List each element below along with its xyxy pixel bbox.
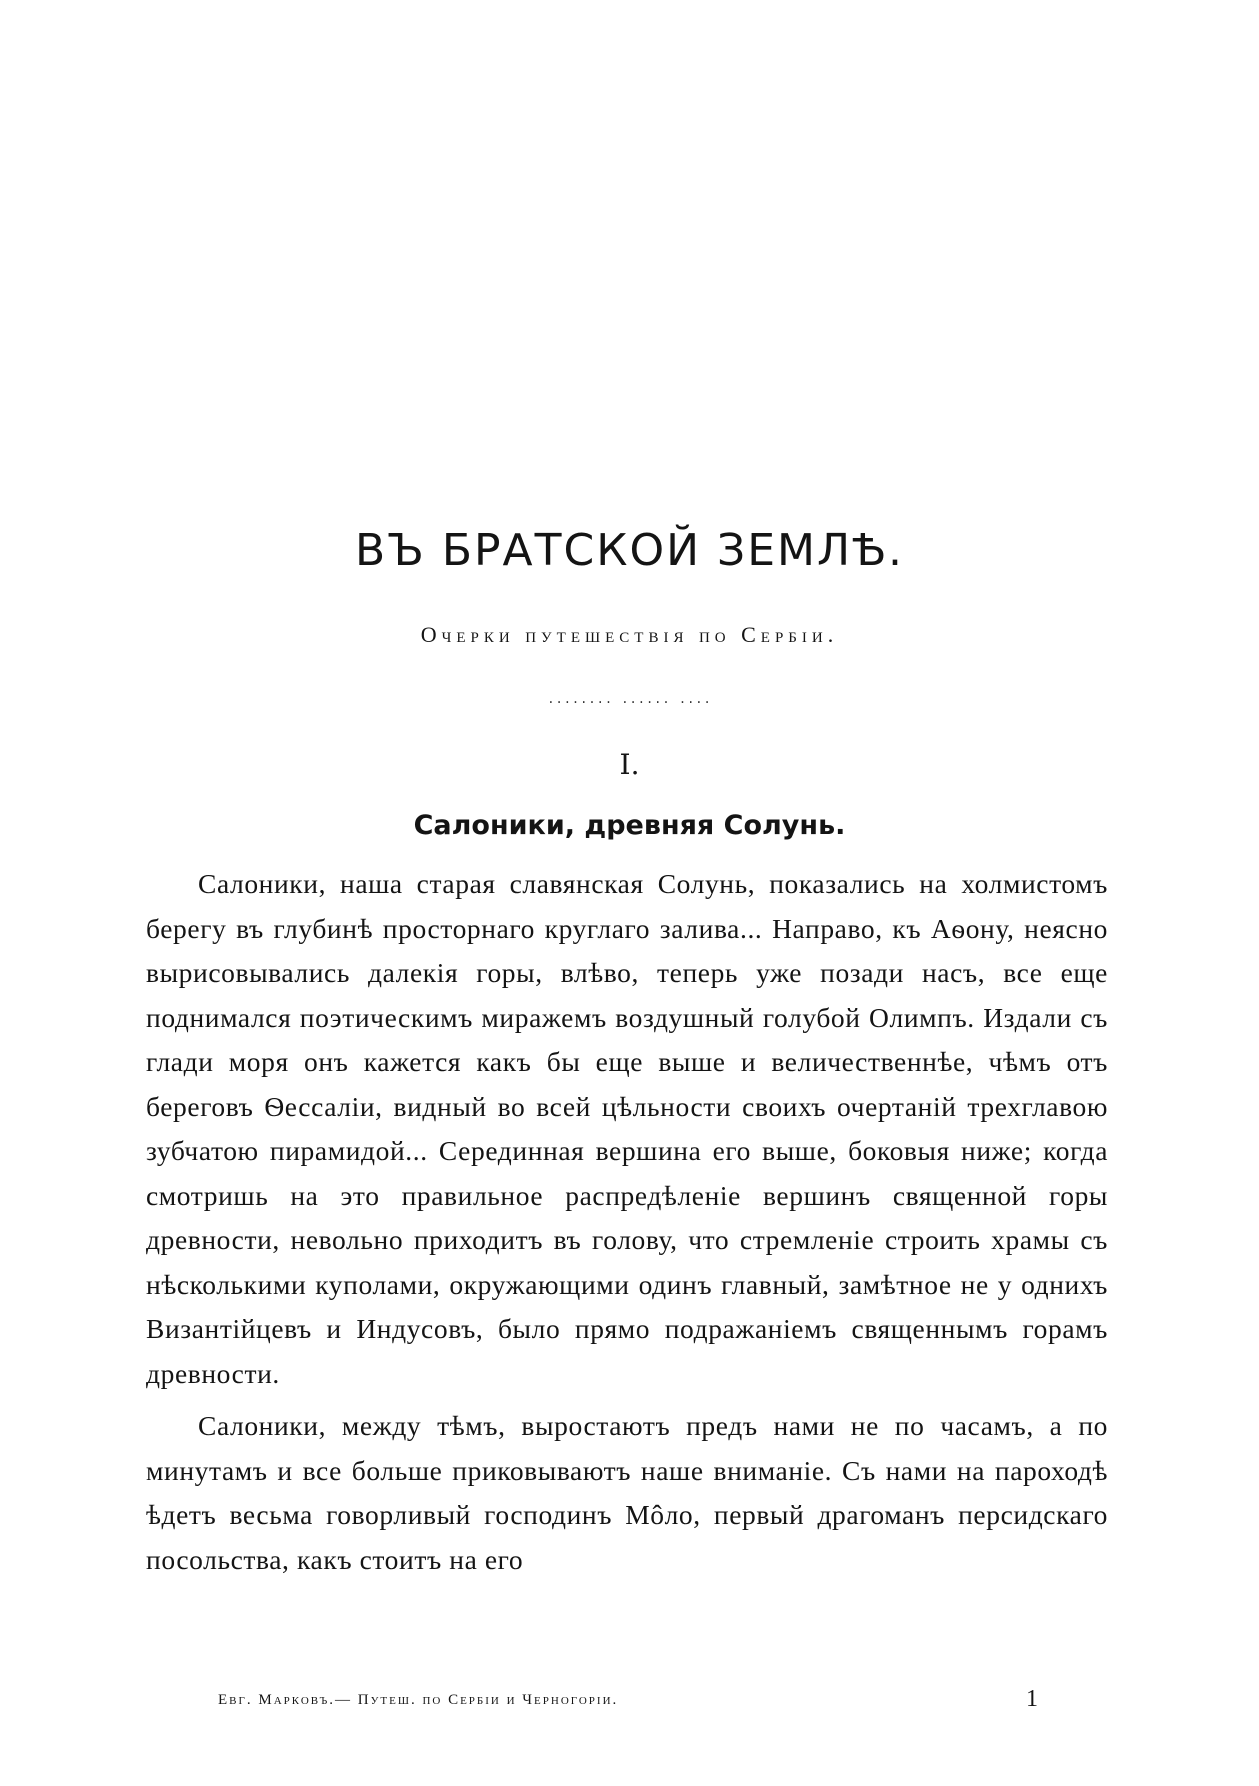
chapter-title: Салоники, древняя Солунь. — [413, 810, 846, 841]
paragraph: Салоники, между тѣмъ, выростаютъ предъ нами не по часамъ, а по минутамъ и все больше приковываютъ наше вниманіе. Съ нами на пароходѣ ѣдетъ весьма говорливый господинъ Мôло, первый драгоманъ персидскаго посольства, какъ стоитъ на его — [146, 1410, 1108, 1575]
paragraph: Салоники, наша старая славянская Солунь, показались на холмистомъ берегу въ глубинѣ просторнаго круглаго залива... Направо, къ Аѳону, неясно вырисовывались далекія горы, влѣво, теперь уже позади насъ, все еще поднимался поэтическимъ миражемъ воздушный голубой Олимпъ. Издали съ глади моря онъ кажется какъ бы еще выше и величественнѣе, чѣмъ отъ береговъ Ѳессаліи, видный во всей цѣльности своихъ очертаній трехглавою зубчатою пирамидой... Серединная вершина его выше, боковыя ниже; когда смотришь на это правильное распредѣленіе вершинъ священной горы древности, невольно приходитъ въ голову, что стремленіе строить храмы съ нѣсколькими куполами, окружающими одинъ главный, замѣтное не у однихъ Византійцевъ и Индусовъ, было прямо подражаніемъ священнымъ горамъ древности. — [146, 868, 1108, 1389]
book-subtitle: Очерки путешествія по Сербіи. — [420, 622, 839, 647]
section-divider: ........ ...... .... — [547, 692, 712, 706]
footer-signature: Евг. Марковъ.— Путеш. по Сербіи и Черногоріи. — [218, 1692, 619, 1708]
chapter-number: I. — [619, 748, 640, 781]
body-text — [146, 862, 1108, 1590]
book-title: ВЪ БРАТСКОЙ ЗЕМЛѢ. — [355, 525, 904, 576]
page-number: 1 — [1026, 1686, 1038, 1712]
page-footer — [218, 1686, 1098, 1718]
